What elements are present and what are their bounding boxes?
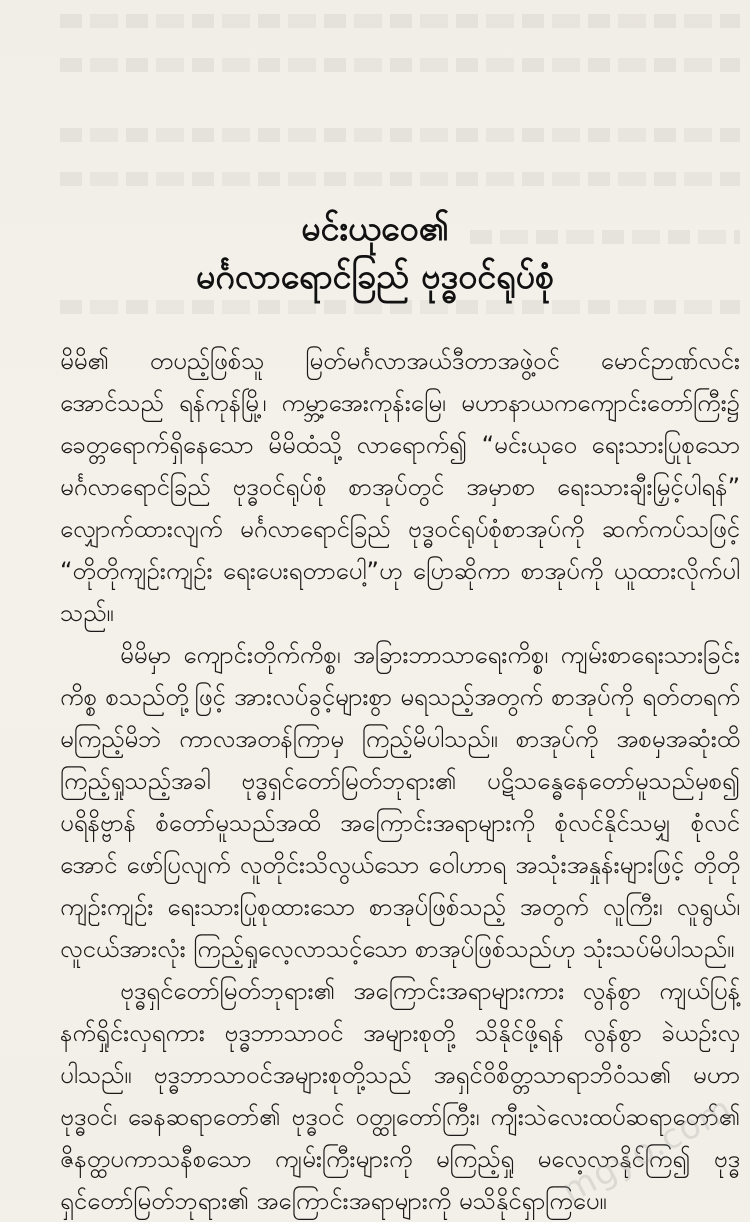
bleed-through-line	[60, 14, 740, 28]
bleed-through-line	[60, 58, 740, 72]
bleed-through-line	[60, 128, 740, 142]
watermark: mgyo.com	[555, 1088, 739, 1212]
title-line-2: မင်္ဂလာရောင်ခြည် ဗုဒ္ဓဝင်ရုပ်စုံ	[195, 257, 555, 297]
body-text	[60, 340, 740, 1215]
title-line-1: မင်းယုဝေ၏	[301, 209, 449, 249]
paragraph-3: ဗုဒ္ဓရှင်တော်မြတ်ဘုရား၏ အကြောင်းအရာများကား လွန်စွာ ကျယ်ပြန့်နက်ရှိုင်းလှရကား ဗုဒ္ဓဘာသာဝင် အများစုတို့ သိနိုင်ဖို့ရန် လွန်စွာ ခဲယဉ်းလှပါသည်။ ဗုဒ္ဓဘာသာဝင်အများစုတို့သည် အရှင်ဝိစိတ္တသာရာဘိဝံသ၏ မဟာဗုဒ္ဓဝင်၊ ခေနဆရာတော်၏ ဗုဒ္ဓဝင် ဝတ္ထုတော်ကြီး၊ ကျီးသဲလေးထပ်ဆရာတော်၏ ဇိနတ္ထပကာသနီစသော ကျမ်းကြီးများကို မကြည့်ရှု မလေ့လာနိုင်ကြ၍ ဗုဒ္ဓရှင်တော်မြတ်ဘုရား၏ အကြောင်းအရာများကို မသိနိုင်ရှာကြပေ။	[60, 977, 740, 1215]
bleed-through-line	[60, 172, 740, 186]
paragraph-2: မိမိမှာ ကျောင်းတိုက်ကိစ္စ၊ အခြားဘာသာရေးကိစ္စ၊ ကျမ်းစာရေးသားခြင်း ကိစ္စ စသည်တို့ဖြင့် အားလပ်ခွင့်များစွာ မရသည့်အတွက် စာအုပ်ကို ရတ်တရက် မကြည့်မိဘဲ ကာလအတန်ကြာမှ ကြည့်မိပါသည်။ စာအုပ်ကို အစမှအဆုံးထိ ကြည့်ရှုသည့်အခါ ဗုဒ္ဓရှင်တော်မြတ်ဘုရား၏ ပဋိသန္ဓေနေတော်မူသည်မှစ၍ ပရိနိဗ္ဗာန် စံတော်မူသည်အထိ အကြောင်းအရာများကို စုံလင်နိုင်သမျှ စုံလင်အောင် ဖော်ပြလျက် လူတိုင်းသိလွယ်သော ဝေါဟာရ အသုံးအနှုန်းများဖြင့် တိုတိုကျဉ်းကျဉ်း ရေးသားပြုစုထားသော စာအုပ်ဖြစ်သည့် အတွက် လူကြီး၊ လူရွယ်၊ လူငယ်အားလုံး ကြည့်ရှုလေ့လာသင့်သော စာအုပ်ဖြစ်သည်ဟု သုံးသပ်မိပါသည်။	[60, 641, 740, 963]
paragraph-1: မိမိ၏ တပည့်ဖြစ်သူ မြတ်မင်္ဂလာအယ်ဒီတာအဖွဲ့ဝင် မောင်ဉာဏ်လင်းအောင်သည် ရန်ကုန်မြို့၊ ကမ္ဘာ့အေးကုန်းမြေ၊ မဟာနာယကကျောင်းတော်ကြီး၌ ခေတ္တရောက်ရှိနေသော မိမိထံသို့ လာရောက်၍ “မင်းယုဝေ ရေးသားပြုစုသော မင်္ဂလာရောင်ခြည် ဗုဒ္ဓဝင်ရုပ်စုံ စာအုပ်တွင် အမှာစာ ရေးသားချီးမြှင့်ပါရန်” လျှောက်ထားလျက် မင်္ဂလာရောင်ခြည် ဗုဒ္ဓဝင်ရုပ်စုံစာအုပ်ကို ဆက်ကပ်သဖြင့် “တိုတိုကျဉ်းကျဉ်း ရေးပေးရတာပေါ့”ဟု ပြောဆိုကာ စာအုပ်ကို ယူထားလိုက်ပါသည်။	[60, 347, 740, 627]
